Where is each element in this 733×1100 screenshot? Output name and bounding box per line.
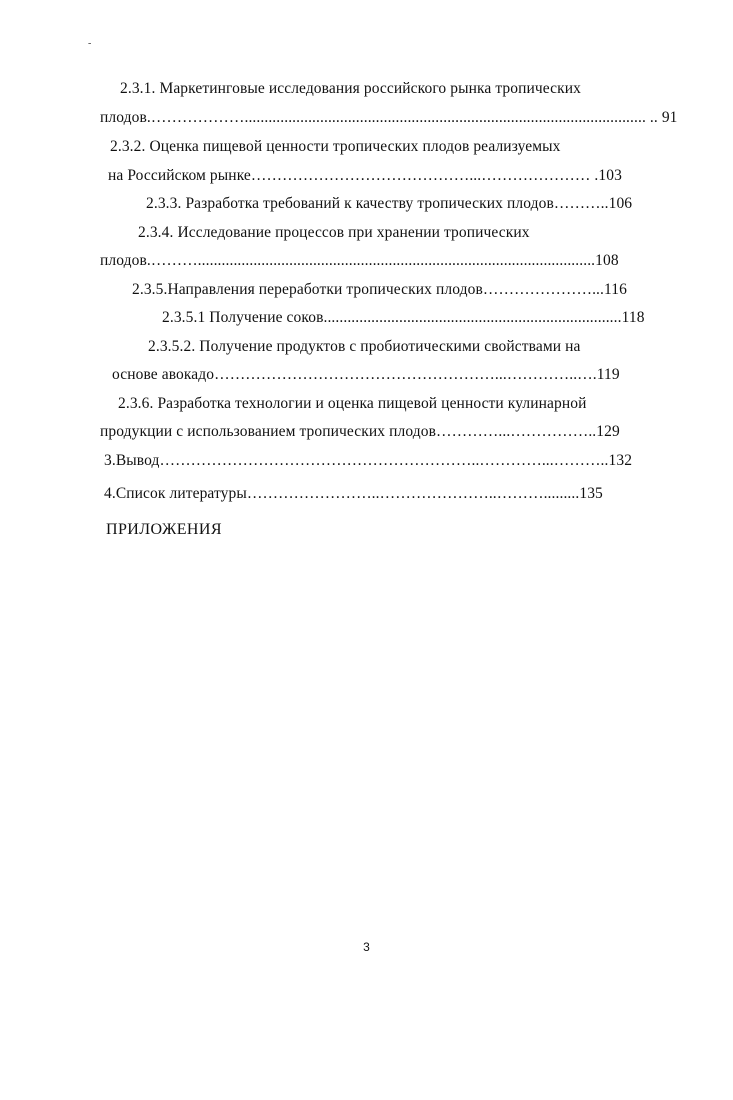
page-number: 3 [363, 940, 370, 954]
toc-entry-2-3-2: 2.3.2. Оценка пищевой ценности тропических плодов реализуемых [110, 138, 561, 155]
toc-entry-references: 4.Список литературы……………………..…………………..……….........135 [104, 485, 603, 502]
toc-entry-2-3-5-2-page: основе авокадо………………………………………………...…………..….119 [112, 366, 620, 383]
appendix-heading: ПРИЛОЖЕНИЯ [106, 521, 222, 538]
toc-entry-2-3-6-page: продукции с использованием тропических плодов…………...……………..129 [100, 423, 620, 440]
corner-mark: - [88, 38, 92, 49]
toc-entry-2-3-4: 2.3.4. Исследование процессов при хранении тропических [138, 224, 530, 241]
toc-entry-2-3-3: 2.3.3. Разработка требований к качеству тропических плодов………..106 [146, 195, 633, 212]
toc-entry-2-3-1-page: плодов.………………..................................................................................................... .. 91 [100, 109, 678, 126]
toc-entry-2-3-5: 2.3.5.Направления переработки тропических плодов…………………...116 [132, 281, 627, 298]
toc-entry-conclusion: 3.Вывод……………………………………………………..…………...………..132 [104, 452, 633, 469]
toc-entry-2-3-5-1: 2.3.5.1 Получение соков...........................................................................118 [162, 309, 645, 326]
toc-entry-2-3-4-page: плодов.………....................................................................................................108 [100, 252, 619, 269]
toc-entry-2-3-6: 2.3.6. Разработка технологии и оценка пищевой ценности кулинарной [118, 395, 587, 412]
toc-entry-2-3-1: 2.3.1. Маркетинговые исследования российского рынка тропических [120, 80, 582, 97]
toc-entry-2-3-5-2: 2.3.5.2. Получение продуктов с пробиотическими свойствами на [148, 338, 581, 355]
toc-entry-2-3-2-page: на Российском рынке……………………………………...………………… .103 [108, 167, 622, 184]
